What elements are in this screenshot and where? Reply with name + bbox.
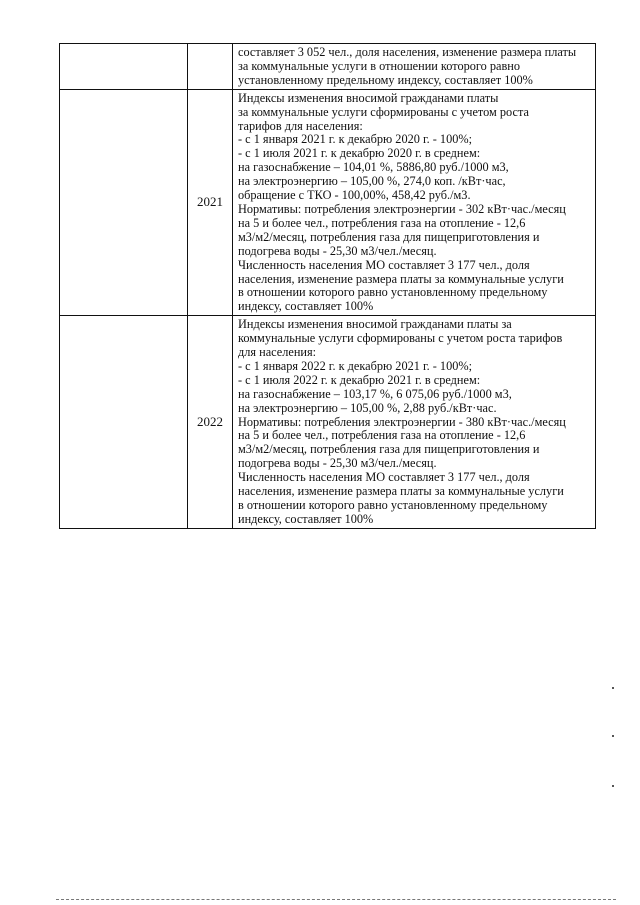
text-line: в отношении которого равно установленному предельному: [238, 286, 548, 300]
text-line: на электроэнергию – 105,00 %, 274,0 коп. /кВт·час,: [238, 175, 506, 189]
description-cell: [233, 44, 596, 90]
scan-edge-line: [56, 899, 616, 900]
text-line: за коммунальные услуги сформированы с учетом роста: [238, 105, 529, 119]
text-line: установленному предельному индексу, составляет 100%: [238, 73, 533, 87]
year-cell: 2022: [188, 316, 233, 529]
text-line: населения, изменение размера платы за коммунальные услуги: [238, 485, 564, 499]
text-line: за коммунальные услуги в отношении которого равно: [238, 59, 521, 73]
text-line: Индексы изменения вносимой гражданами платы за: [238, 318, 512, 332]
text-line: населения, изменение размера платы за коммунальные услуги: [238, 272, 564, 286]
text-line: обращение с ТКО - 100,00%, 458,42 руб./м3.: [238, 189, 471, 203]
text-line: - с 1 января 2022 г. к декабрю 2021 г. - 100%;: [238, 359, 473, 373]
text-line: тарифов для населения:: [238, 119, 363, 133]
text-line: составляет 3 052 чел., доля населения, изменение размера платы: [238, 46, 577, 59]
text-line: на газоснабжение – 104,01 %, 5886,80 руб./1000 м3,: [238, 161, 509, 175]
text-line: индексу, составляет 100%: [238, 300, 374, 314]
text-line: Численность населения МО составляет 3 177 чел., доля: [238, 258, 530, 272]
description-cell: [233, 316, 596, 529]
scan-mark: [612, 735, 614, 737]
table-row: [60, 89, 596, 316]
text-line: на газоснабжение – 103,17 %, 6 075,06 руб./1000 м3,: [238, 387, 512, 401]
text-line: Нормативы: потребления электроэнергии - 380 кВт·час./месяц: [238, 415, 566, 429]
table-row: [60, 316, 596, 529]
year-cell: 2021: [188, 89, 233, 316]
text-line: в отношении которого равно установленному предельному: [238, 499, 548, 512]
text-line: м3/м2/месяц, потребления газа для пищеприготовления и: [238, 443, 540, 457]
tariff-table: [59, 43, 596, 529]
text-line: на электроэнергию – 105,00 %, 2,88 руб./кВт·час.: [238, 401, 497, 415]
text-line: - с 1 июля 2021 г. к декабрю 2020 г. в среднем:: [238, 147, 481, 161]
text-line: индексу, составляет 100%: [238, 512, 374, 526]
scan-mark: [612, 687, 614, 689]
description-cell: [233, 89, 596, 316]
text-line: Нормативы: потребления электроэнергии - 302 кВт·час./месяц: [238, 202, 566, 216]
text-line: Численность населения МО составляет 3 177 чел., доля: [238, 471, 530, 485]
text-line: Индексы изменения вносимой гражданами платы: [238, 91, 499, 105]
text-line: подогрева воды - 25,30 м3/чел./месяц.: [238, 244, 437, 258]
text-line: - с 1 июля 2022 г. к декабрю 2021 г. в среднем:: [238, 373, 481, 387]
text-line: подогрева воды - 25,30 м3/чел./месяц.: [238, 457, 437, 471]
scan-mark: [612, 785, 614, 787]
year-cell: [188, 44, 233, 90]
text-line: на 5 и более чел., потребления газа на отопление - 12,6: [238, 429, 526, 443]
empty-cell: [60, 316, 188, 529]
empty-cell: [60, 89, 188, 316]
text-line: на 5 и более чел., потребления газа на отопление - 12,6: [238, 216, 526, 230]
empty-cell: [60, 44, 188, 90]
table-row: [60, 44, 596, 90]
text-line: - с 1 января 2021 г. к декабрю 2020 г. - 100%;: [238, 133, 473, 147]
text-line: коммунальные услуги сформированы с учетом роста тарифов: [238, 332, 563, 346]
text-line: м3/м2/месяц, потребления газа для пищеприготовления и: [238, 230, 540, 244]
text-line: для населения:: [238, 346, 317, 360]
